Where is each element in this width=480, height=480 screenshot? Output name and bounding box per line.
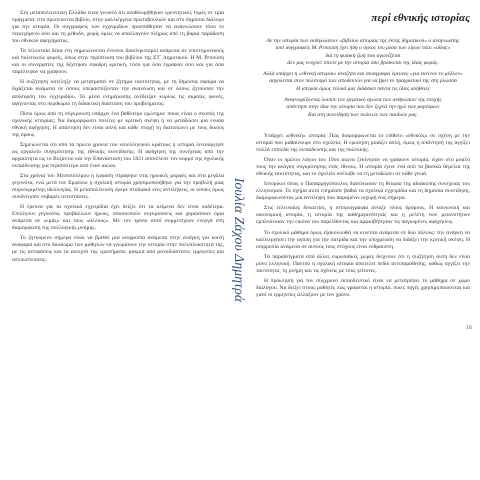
- poem-line: Και στη συνείδηση των πολιτών των παιδιών μας.: [308, 111, 418, 118]
- right-paragraph: Το σχολικό μάθημα όμως εξακολουθεί να κινείται ανάμεσα σε δύο πόλους: την ανάγκη να καλλιεργήσει την αγάπη για την πατρίδα και την υποχρέωση να διδάξει την κριτική σκέψη. Η ισορροπία ανάμεσα σε αυτούς τους στόχους είναι εύθραυστη.: [256, 229, 470, 250]
- right-page-column: [256, 12, 470, 468]
- left-paragraph: Στα χρόνια του Μεσοπολέμου η έμφαση στράφηκε στις ηρωικές μορφές και στα μεγάλα γεγονότα, ενώ μετά τον Εμφύλιο η σχολική ιστορία χρησιμοποιήθηκε για την προβολή μιας συγκεκριμένης ιδεολογίας. Η μεταπολίτευση έφερε σταδιακά νέες αντιλήψεις, οι οποίες όμως συνάντησαν σοβαρές αντιστάσεις.: [12, 172, 224, 201]
- vertical-author-title: [228, 8, 250, 472]
- epigraph-poem: [256, 38, 470, 119]
- right-paragraph: Η πρόκληση για τον σύγχρονο εκπαιδευτικό είναι να μετατρέψει το μάθημα σε χώρο διαλόγου. Να δείξει στους μαθητές πώς γράφεται η ιστορία, ποιες πηγές χρησιμοποιούνται και γιατί οι ερμηνείες αλλάζουν με τον χρόνο.: [256, 277, 470, 298]
- poem-line: ασχολείται στον πολιτισμό των αποδεκτών για να βρει το πραγματικό της στη γλώσσα: [269, 78, 457, 85]
- poem-line: Αναγνωρίζοντας λοιπόν τον εργατικό αγώνα των ανθρώπων της εποχής: [284, 97, 442, 104]
- page-number: 16: [466, 325, 472, 331]
- left-page-column: [12, 10, 224, 472]
- left-paragraph: Το ζητούμενο σήμερα είναι να βρεθεί μια ισορροπία ανάμεσα στην ανάγκη για κοινή αναφορά και στο δικαίωμα των μαθητών να γνωρίσουν την ιστορία στην πολυπλοκότητά της, με τις αντιφάσεις και τα ανοιχτά της ερωτήματα, μακριά από μονοδιάστατες ερμηνείες και απλουστεύσεις.: [12, 235, 224, 263]
- right-paragraph: Όταν οι πρώτοι λόγιοι του 19ου αιώνα ξεκίνησαν να γράφουν ιστορία, είχαν στο μυαλό τους την ανάγκη συγκρότησης ενός έθνους. Η ιστορία έγινε ένα από τα βασικά θεμέλια της εθνικής ταυτότητας, και το σχολείο ανέλαβε να τη μεταδώσει σε κάθε γενιά.: [256, 157, 470, 178]
- article-body: [256, 133, 470, 299]
- poem-line: Αλλά υπάρχει η «εθνική ιστορία» αναζητά και σκιαγραφεί έρευνες «για εκείνον το μέλλον»: [263, 71, 463, 78]
- poem-line: διά τη φυσική ζωή που αγωνίζεται: [325, 52, 401, 59]
- poem-line: από συγγραφείς Μ. Ρεπούση έχει ήδη ο όγκος του μέσα των λίγων πάλι «ιδέας»: [275, 45, 451, 52]
- left-paragraph: Πίσω όμως από τη σύγκρουση υπάρχει ένα βαθύτερο ερώτημα: ποιος είναι ο σκοπός της σχολικής ιστορίας; Να διαμορφώσει πολίτες με κριτική σκέψη ή να μεταδώσει μια ενιαία εθνική αφήγηση; Η απάντηση δεν είναι απλή και κάθε εποχή τη διατυπώνει με τους δικούς της όρους.: [12, 110, 224, 138]
- right-paragraph: Τα παραδείγματα από άλλες ευρωπαϊκές χώρες δείχνουν ότι η συζήτηση αυτή δεν είναι μόνο ελληνική. Παντού η σχολική ιστορία αποτελεί πεδίο αντιπαράθεσης, καθώς αγγίζει την ταυτότητα, τη μνήμη και τις σχέσεις με τους γείτονες.: [256, 253, 470, 274]
- right-paragraph: Ιστορικοί όπως ο Παπαρρηγόπουλος διατύπωσαν τη θεωρία της αδιάκοπης συνέχειας του ελληνισμού. Το σχήμα αυτό επηρέασε βαθιά τα σχολικά εγχειρίδια και τη δημόσια συνείδηση, διαμορφώνοντας μια αντίληψη που παραμένει ισχυρή έως σήμερα.: [256, 181, 470, 202]
- poem-line: Δεν μας ενοχλεί τίποτε με την ιστορία όσο βρίσκεται της ίδιας φοράς.: [287, 59, 439, 66]
- left-paragraph: Σημειώνεται ότι από τα πρώτα χρόνια του νεοελληνικού κράτους η ιστορία λειτούργησε ως εργαλείο συγκρότησης της εθνικής συνείδησης. Η αφήγηση της συνέχειας από την αρχαιότητα ως το Βυζάντιο και την Επανάσταση του 1821 αποτέλεσε τον κορμό της σχολικής εκπαίδευσης για περισσότερο από έναν αιώνα.: [12, 141, 224, 169]
- poem-line: Η ιστορία όμως τελικά μας διδάσκει πάντα τις ίδιες αλήθειες: [296, 85, 430, 92]
- article-heading: περί εθνικής ιστορίας: [371, 12, 470, 24]
- right-paragraph: Στις τελευταίες δεκαετίες, η ιστοριογραφία άνοιξε νέους δρόμους. Η κοινωνική και οικονομική ιστορία, η ιστορία της καθημερινότητας και η μελέτη των μειονοτήτων εμπλούτισαν την εικόνα του παρελθόντος και αμφισβήτησαν τις παγιωμένες αφηγήσεις.: [256, 205, 470, 226]
- left-paragraph: Η έρευνα για τα σχολικά εγχειρίδια έχει δείξει ότι τα κείμενα δεν είναι ουδέτερα. Επιλέγουν γεγονότα, προβάλλουν ήρωες, αποσιωπούν συγκρούσεις και χαράσσουν όρια ανάμεσα σε «εμάς» και τους «άλλους». Με τον τρόπο αυτό συμμετέχουν ενεργά στη διαμόρφωση της συλλογικής μνήμης.: [12, 204, 224, 232]
- left-paragraph: Η συζήτηση κατέληξε να μετατραπεί σε ζήτημα ταυτότητας, με τη δημόσια σφαίρα να διχάζεται ανάμεσα σε όσους υπερασπίζονταν την ανανέωση και σε όσους ζητούσαν την απόσυρση του εγχειριδίου. Τα μέσα ενημέρωσης ανέδειξαν κυρίως τις ακραίες φωνές, αφήνοντας στο περιθώριο τη διδακτική διάσταση του προβλήματος.: [12, 79, 224, 107]
- left-paragraph: Στη μεταπολιτευτική Ελλάδα είναι γνωστό ότι αναθεωρήθηκαν ερευνητικές τομές σε τρία πράγματα: στο πρωτεύοντα βιβλίο, στην καλλιέργεια πρωτοβουλιών και στο δημόσιο διάλογο για την ιστορία. Οι συγγραφείς των εγχειριδίων προσπάθησαν να ανανεώσουν τόσο το περιεχόμενο όσο και τη μέθοδο, χωρίς όμως να απαλλαγούν πλήρως από τη βαριά παράδοση του εθνικού αφηγήματος.: [12, 10, 224, 45]
- left-paragraph: Τα τελευταία δέκα έτη σημειώνονται έντονοι διαπληκτισμοί ανάμεσα σε επιστημονικούς και πολιτικούς φορείς, όπως στην περίπτωση του βιβλίου της ΣΤ΄ Δημοτικού. Η Μ. Ρεπούση και οι συνεργάτες της δέχτηκαν σφοδρή κριτική, τόσο για όσα έγραψαν όσο και για όσα παρέλειψαν να γράψουν.: [12, 48, 224, 76]
- right-paragraph: Υπάρχει «εθνική» ιστορία; Πώς διαμορφώνεται το επίθετο «εθνικός» σε σχέση με την ιστορία που μαθαίνουμε στο σχολείο; Η ερώτηση μοιάζει απλή, όμως η απάντησή της αγγίζει πολλά επίπεδα της εκπαίδευσης και της πολιτικής.: [256, 132, 470, 154]
- vertical-author-name: Ιουλία Ζάχου Δημητρά: [232, 177, 247, 303]
- poem-line: απάντησε στην ίδια την ιστορία που δεν ξεχνά την ηχώ των μαρτύρων: [286, 104, 440, 111]
- poem-line: Αν την ιστορία των εκδηλώσεων «βιβλίου ιστορίας της έκτης δημοτικού» ο αναγνώστης: [266, 38, 460, 44]
